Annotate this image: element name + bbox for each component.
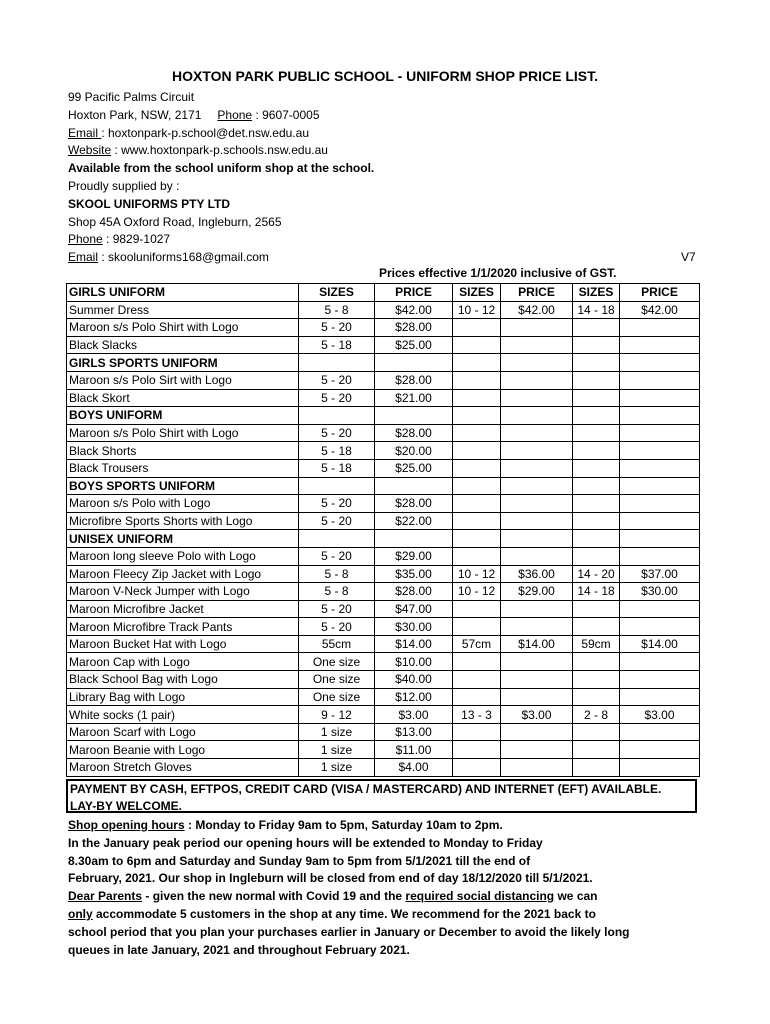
size-col-2 — [453, 512, 501, 530]
section-label: GIRLS UNIFORM — [67, 284, 299, 302]
section-header-row — [67, 477, 700, 495]
price-col-3 — [620, 424, 700, 442]
size-col-1: One size — [299, 653, 375, 671]
size-col-2 — [453, 618, 501, 636]
school-address-city: Hoxton Park, NSW, 2171 — [68, 107, 202, 122]
size-col-2 — [453, 600, 501, 618]
school-email[interactable]: : hoxtonpark-p.school@det.nsw.edu.au — [101, 125, 309, 140]
size-col-3 — [573, 459, 620, 477]
size-col-1: 5 - 20 — [299, 512, 375, 530]
prices-effective-note: Prices effective 1/1/2020 inclusive of GST. — [379, 266, 617, 280]
price-col-2 — [501, 407, 573, 425]
item-name: Maroon long sleeve Polo with Logo — [67, 547, 299, 565]
price-col-1: $47.00 — [375, 600, 453, 618]
size-col-1 — [299, 407, 375, 425]
size-col-1: 5 - 20 — [299, 495, 375, 513]
size-col-2 — [453, 688, 501, 706]
price-col-1: $25.00 — [375, 459, 453, 477]
size-col-1: 5 - 18 — [299, 336, 375, 354]
price-col-3 — [620, 459, 700, 477]
school-address-line2 — [68, 107, 708, 125]
price-col-3 — [620, 319, 700, 337]
only-text: only — [68, 906, 93, 921]
size-col-1: 5 - 20 — [299, 618, 375, 636]
price-col-2 — [501, 688, 573, 706]
supplier-address: Shop 45A Oxford Road, Ingleburn, 2565 — [68, 214, 282, 229]
size-col-1: 1 size — [299, 723, 375, 741]
price-col-1 — [375, 354, 453, 372]
supplier-name: SKOOL UNIFORMS PTY LTD — [68, 196, 231, 211]
item-name: Black Skort — [67, 389, 299, 407]
table-row — [67, 371, 700, 389]
social-distancing-text: required social distancing — [405, 889, 555, 904]
price-col-2 — [501, 424, 573, 442]
price-col-1: $28.00 — [375, 583, 453, 601]
section-label: UNISEX UNIFORM — [67, 530, 299, 548]
parents-text-a: - given the new normal with Covid 19 and the — [142, 889, 406, 904]
size-col-1: 5 - 20 — [299, 600, 375, 618]
table-row — [67, 671, 700, 689]
item-name: Maroon Fleecy Zip Jacket with Logo — [67, 565, 299, 583]
price-col-3 — [620, 688, 700, 706]
size-col-3 — [573, 759, 620, 777]
size-col-3 — [573, 389, 620, 407]
price-col-1 — [375, 477, 453, 495]
payment-methods: PAYMENT BY CASH, EFTPOS, CREDIT CARD (VISA / MASTERCARD) AND INTERNET (EFT) AVAILABLE. — [70, 782, 662, 796]
price-col-1 — [375, 530, 453, 548]
size-col-1: 9 - 12 — [299, 706, 375, 724]
parents-text-b: we can — [554, 889, 598, 904]
price-col-3 — [620, 354, 700, 372]
supplier-phone-line — [68, 231, 708, 249]
size-col-3 — [573, 688, 620, 706]
table-header-row — [67, 284, 700, 302]
price-col-2 — [501, 653, 573, 671]
price-col-1: $10.00 — [375, 653, 453, 671]
section-label: BOYS UNIFORM — [67, 407, 299, 425]
size-col-3 — [573, 741, 620, 759]
size-col-1: 5 - 8 — [299, 565, 375, 583]
table-row — [67, 389, 700, 407]
payment-note — [66, 779, 697, 813]
size-col-3 — [573, 319, 620, 337]
size-col-3 — [573, 371, 620, 389]
item-name: Summer Dress — [67, 301, 299, 319]
size-col-1: 5 - 8 — [299, 583, 375, 601]
price-col-3 — [620, 723, 700, 741]
section-label: GIRLS SPORTS UNIFORM — [67, 354, 299, 372]
parents-line — [68, 888, 708, 906]
table-row — [67, 583, 700, 601]
supplier-email-label: Email — [68, 250, 99, 265]
table-row — [67, 459, 700, 477]
section-label: BOYS SPORTS UNIFORM — [67, 477, 299, 495]
price-col-3 — [620, 512, 700, 530]
item-name: Black Trousers — [67, 459, 299, 477]
price-col-3 — [620, 371, 700, 389]
price-col-2 — [501, 671, 573, 689]
school-phone: : 9607-0005 — [252, 107, 320, 122]
price-col-3: $3.00 — [620, 706, 700, 724]
item-name: Maroon Microfibre Track Pants — [67, 618, 299, 636]
size-col-2: SIZES — [453, 284, 501, 302]
size-col-1: 5 - 18 — [299, 459, 375, 477]
supplier-email-line — [68, 249, 708, 267]
size-col-2 — [453, 389, 501, 407]
price-col-1: $20.00 — [375, 442, 453, 460]
size-col-3 — [573, 618, 620, 636]
price-col-3 — [620, 618, 700, 636]
price-col-2 — [501, 600, 573, 618]
item-name: Maroon Microfibre Jacket — [67, 600, 299, 618]
table-row — [67, 706, 700, 724]
size-col-3 — [573, 671, 620, 689]
price-col-3: $30.00 — [620, 583, 700, 601]
price-col-3 — [620, 653, 700, 671]
price-col-1: $14.00 — [375, 635, 453, 653]
price-col-1: PRICE — [375, 284, 453, 302]
item-name: Maroon Cap with Logo — [67, 653, 299, 671]
table-row — [67, 495, 700, 513]
size-col-3: 14 - 18 — [573, 301, 620, 319]
section-header-row — [67, 407, 700, 425]
price-col-2 — [501, 442, 573, 460]
size-col-2 — [453, 741, 501, 759]
size-col-3 — [573, 442, 620, 460]
table-row — [67, 600, 700, 618]
size-col-2: 10 - 12 — [453, 301, 501, 319]
price-col-1: $12.00 — [375, 688, 453, 706]
price-table — [66, 283, 700, 777]
price-col-2: $42.00 — [501, 301, 573, 319]
school-email-label: Email — [68, 125, 102, 140]
version-label: V7 — [681, 250, 696, 264]
price-col-3 — [620, 741, 700, 759]
table-row — [67, 319, 700, 337]
price-col-3 — [620, 407, 700, 425]
price-col-3 — [620, 336, 700, 354]
table-row — [67, 653, 700, 671]
table-row — [67, 635, 700, 653]
size-col-1 — [299, 477, 375, 495]
item-name: White socks (1 pair) — [67, 706, 299, 724]
size-col-2: 13 - 3 — [453, 706, 501, 724]
price-col-1: $40.00 — [375, 671, 453, 689]
size-col-2 — [453, 336, 501, 354]
school-website-line — [68, 142, 708, 160]
price-col-1: $30.00 — [375, 618, 453, 636]
price-col-1 — [375, 407, 453, 425]
size-col-3 — [573, 354, 620, 372]
supplier-email[interactable]: : skooluniforms168@gmail.com — [98, 250, 269, 265]
price-col-2 — [501, 723, 573, 741]
price-col-2: $3.00 — [501, 706, 573, 724]
table-row — [67, 741, 700, 759]
supplied-by-label: Proudly supplied by : — [68, 178, 180, 193]
size-col-2 — [453, 459, 501, 477]
price-col-1: $42.00 — [375, 301, 453, 319]
price-col-2 — [501, 319, 573, 337]
item-name: Black Shorts — [67, 442, 299, 460]
price-table-body — [67, 284, 700, 777]
size-col-2 — [453, 759, 501, 777]
supplier-phone-label: Phone — [68, 232, 103, 247]
table-row — [67, 759, 700, 777]
price-col-2 — [501, 495, 573, 513]
capacity-line — [68, 906, 708, 924]
price-col-1: $35.00 — [375, 565, 453, 583]
size-col-2: 10 - 12 — [453, 583, 501, 601]
table-row — [67, 688, 700, 706]
size-col-2 — [453, 495, 501, 513]
dear-parents-label: Dear Parents — [68, 889, 143, 904]
table-row — [67, 336, 700, 354]
size-col-1: 5 - 20 — [299, 424, 375, 442]
price-col-2 — [501, 371, 573, 389]
size-col-2 — [453, 723, 501, 741]
size-col-2: 10 - 12 — [453, 565, 501, 583]
size-col-2 — [453, 424, 501, 442]
price-col-2 — [501, 477, 573, 495]
size-col-1 — [299, 354, 375, 372]
table-row — [67, 301, 700, 319]
size-col-3: 59cm — [573, 635, 620, 653]
section-header-row — [67, 354, 700, 372]
item-name: Maroon s/s Polo Shirt with Logo — [67, 319, 299, 337]
size-col-3: 14 - 20 — [573, 565, 620, 583]
size-col-2 — [453, 371, 501, 389]
opening-hours-line — [68, 817, 708, 835]
size-col-3: 14 - 18 — [573, 583, 620, 601]
size-col-3 — [573, 653, 620, 671]
table-row — [67, 424, 700, 442]
opening-hours: : Monday to Friday 9am to 5pm, Saturday 10am to 2pm. — [184, 818, 503, 832]
section-header-row — [67, 530, 700, 548]
size-col-2 — [453, 547, 501, 565]
price-col-3 — [620, 389, 700, 407]
price-col-1: $28.00 — [375, 495, 453, 513]
price-col-2: PRICE — [501, 284, 573, 302]
size-col-1: 5 - 8 — [299, 301, 375, 319]
size-col-2 — [453, 407, 501, 425]
price-col-2 — [501, 389, 573, 407]
table-row — [67, 442, 700, 460]
school-phone-label: Phone — [217, 107, 253, 122]
size-col-2 — [453, 477, 501, 495]
size-col-1: 5 - 20 — [299, 389, 375, 407]
item-name: Maroon Stretch Gloves — [67, 759, 299, 777]
size-col-3 — [573, 495, 620, 513]
price-col-3: $14.00 — [620, 635, 700, 653]
size-col-1: One size — [299, 671, 375, 689]
peak-hours-line-2: 8.30am to 6pm and Saturday and Sunday 9am to 5pm from 5/1/2021 till the end of — [68, 853, 531, 868]
size-col-1: 5 - 18 — [299, 442, 375, 460]
price-col-3 — [620, 477, 700, 495]
price-col-1: $28.00 — [375, 424, 453, 442]
size-col-1: 5 - 20 — [299, 371, 375, 389]
size-col-1: 5 - 20 — [299, 547, 375, 565]
price-col-2 — [501, 759, 573, 777]
price-col-1: $29.00 — [375, 547, 453, 565]
size-col-2 — [453, 442, 501, 460]
opening-hours-label: Shop opening hours — [68, 818, 185, 832]
size-col-2 — [453, 653, 501, 671]
recommend-line: school period that you plan your purchases earlier in January or December to avoid the likely long — [68, 924, 630, 939]
footer-notes — [68, 817, 708, 959]
size-col-3 — [573, 547, 620, 565]
price-col-3 — [620, 530, 700, 548]
size-col-1 — [299, 530, 375, 548]
item-name: Maroon Bucket Hat with Logo — [67, 635, 299, 653]
capacity-text: accommodate 5 customers in the shop at any time. We recommend for the 2021 back to — [92, 906, 596, 921]
page-title: HOXTON PARK PUBLIC SCHOOL - UNIFORM SHOP PRICE LIST. — [172, 68, 598, 84]
item-name: Library Bag with Logo — [67, 688, 299, 706]
size-col-3 — [573, 723, 620, 741]
queues-line: queues in late January, 2021 and throughout February 2021. — [68, 942, 410, 957]
size-col-1: 5 - 20 — [299, 319, 375, 337]
price-col-3 — [620, 600, 700, 618]
price-col-3 — [620, 442, 700, 460]
peak-hours-line: In the January peak period our opening hours will be extended to Monday to Friday — [68, 835, 543, 850]
price-col-2 — [501, 741, 573, 759]
price-col-2 — [501, 336, 573, 354]
size-col-3 — [573, 512, 620, 530]
price-col-2: $14.00 — [501, 635, 573, 653]
size-col-1: One size — [299, 688, 375, 706]
price-col-2 — [501, 530, 573, 548]
price-col-1: $21.00 — [375, 389, 453, 407]
size-col-2 — [453, 354, 501, 372]
layby-note: LAY-BY WELCOME. — [70, 799, 183, 813]
school-website[interactable]: : www.hoxtonpark-p.schools.nsw.edu.au — [111, 143, 328, 158]
price-col-1: $28.00 — [375, 371, 453, 389]
price-col-3: PRICE — [620, 284, 700, 302]
size-col-1: SIZES — [299, 284, 375, 302]
price-col-3: $37.00 — [620, 565, 700, 583]
size-col-3: SIZES — [573, 284, 620, 302]
size-col-2 — [453, 530, 501, 548]
size-col-3 — [573, 336, 620, 354]
table-row — [67, 565, 700, 583]
contact-block — [68, 89, 708, 267]
supplier-phone: : 9829-1027 — [102, 232, 171, 247]
item-name: Maroon Beanie with Logo — [67, 741, 299, 759]
price-col-1: $4.00 — [375, 759, 453, 777]
price-col-1: $3.00 — [375, 706, 453, 724]
school-address-line1: 99 Pacific Palms Circuit — [68, 90, 195, 104]
price-col-3: $42.00 — [620, 301, 700, 319]
item-name: Maroon s/s Polo Sirt with Logo — [67, 371, 299, 389]
table-row — [67, 547, 700, 565]
item-name: Microfibre Sports Shorts with Logo — [67, 512, 299, 530]
price-col-2 — [501, 354, 573, 372]
price-col-3 — [620, 759, 700, 777]
size-col-3 — [573, 600, 620, 618]
item-name: Maroon s/s Polo Shirt with Logo — [67, 424, 299, 442]
table-row — [67, 618, 700, 636]
size-col-2: 57cm — [453, 635, 501, 653]
item-name: Maroon s/s Polo with Logo — [67, 495, 299, 513]
price-col-1: $25.00 — [375, 336, 453, 354]
price-col-3 — [620, 671, 700, 689]
item-name: Maroon V-Neck Jumper with Logo — [67, 583, 299, 601]
table-row — [67, 512, 700, 530]
price-col-1: $13.00 — [375, 723, 453, 741]
size-col-2 — [453, 319, 501, 337]
price-col-1: $11.00 — [375, 741, 453, 759]
item-name: Black School Bag with Logo — [67, 671, 299, 689]
price-col-2 — [501, 512, 573, 530]
size-col-1: 1 size — [299, 741, 375, 759]
size-col-3 — [573, 530, 620, 548]
size-col-3: 2 - 8 — [573, 706, 620, 724]
item-name: Maroon Scarf with Logo — [67, 723, 299, 741]
size-col-3 — [573, 477, 620, 495]
size-col-3 — [573, 407, 620, 425]
price-col-3 — [620, 547, 700, 565]
size-col-1: 1 size — [299, 759, 375, 777]
closure-line: February, 2021. Our shop in Ingleburn will be closed from end of day 18/12/2020 till 5/1/2021. — [68, 871, 593, 886]
availability-note: Available from the school uniform shop at the school. — [68, 161, 375, 176]
price-col-2 — [501, 547, 573, 565]
size-col-1: 55cm — [299, 635, 375, 653]
school-email-line — [68, 125, 708, 143]
table-row — [67, 723, 700, 741]
price-col-1: $22.00 — [375, 512, 453, 530]
price-col-2 — [501, 618, 573, 636]
item-name: Black Slacks — [67, 336, 299, 354]
price-col-2: $36.00 — [501, 565, 573, 583]
price-col-1: $28.00 — [375, 319, 453, 337]
price-col-2: $29.00 — [501, 583, 573, 601]
price-col-3 — [620, 495, 700, 513]
size-col-3 — [573, 424, 620, 442]
school-website-label: Website — [68, 143, 112, 158]
price-col-2 — [501, 459, 573, 477]
size-col-2 — [453, 671, 501, 689]
